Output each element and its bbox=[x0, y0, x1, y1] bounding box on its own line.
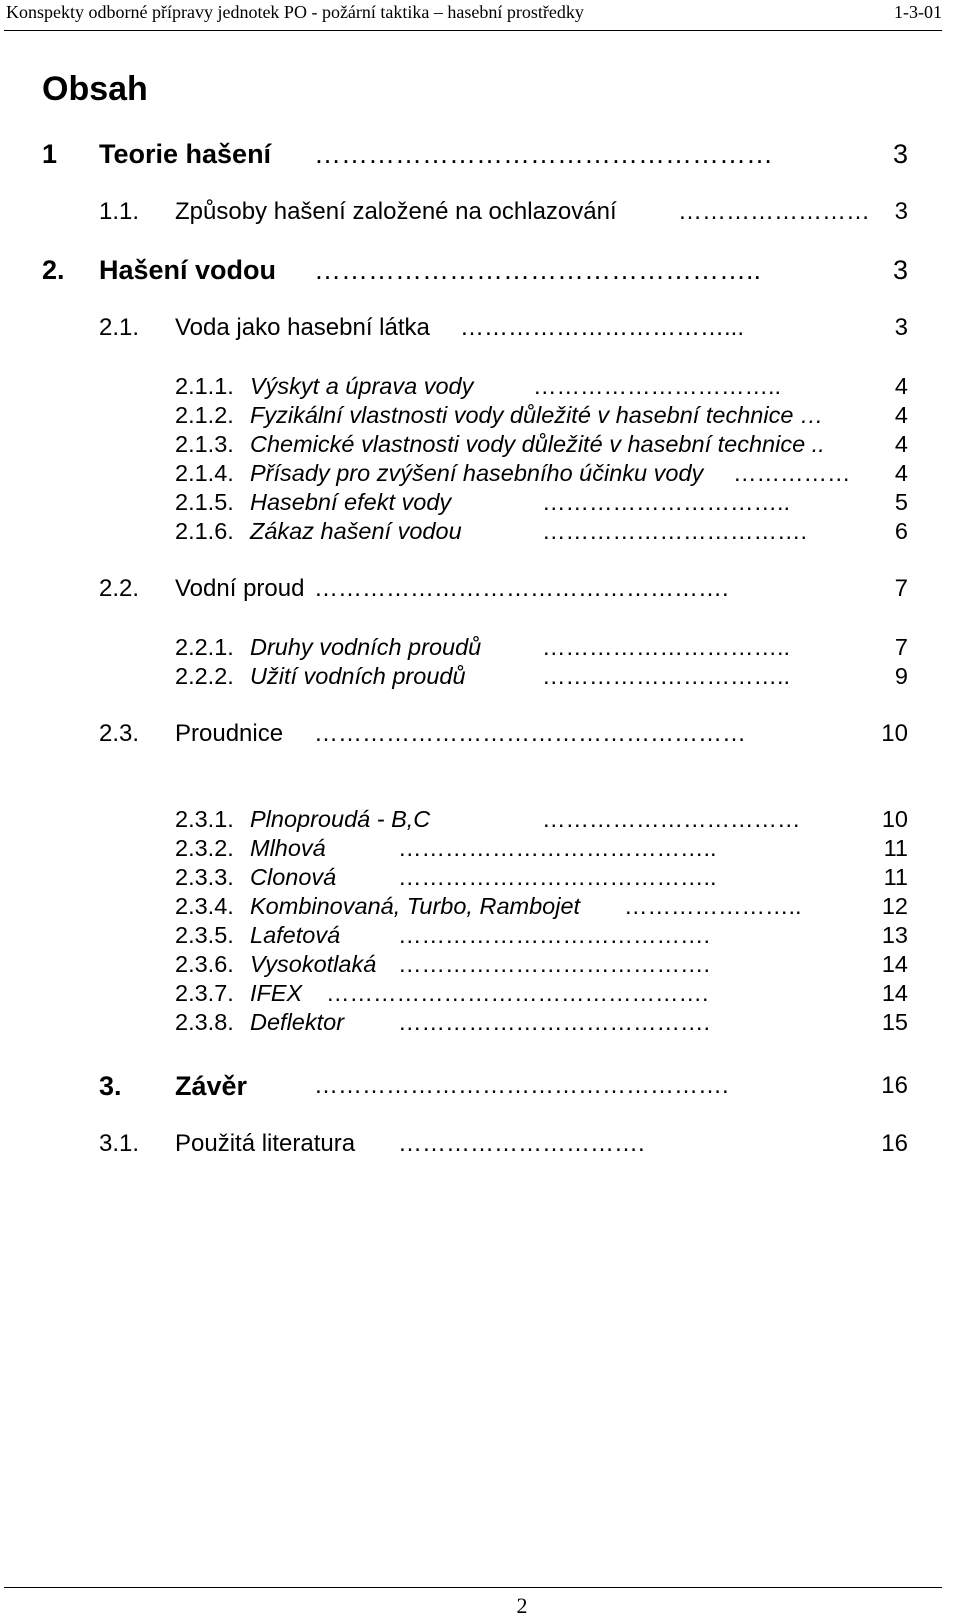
toc-number: 2.3.5. bbox=[175, 922, 234, 948]
toc-entry[interactable] bbox=[0, 457, 960, 489]
toc-leader: ………………………….. bbox=[542, 663, 791, 689]
toc-page: 14 bbox=[881, 980, 908, 1006]
footer-rule bbox=[4, 1587, 942, 1588]
toc-entry[interactable] bbox=[0, 718, 960, 750]
toc-label: Hasební efekt vody bbox=[250, 489, 452, 515]
toc-label: Kombinovaná, Turbo, Rambojet bbox=[250, 893, 581, 919]
toc-number: 1 bbox=[42, 139, 58, 169]
toc-number: 2.3.3. bbox=[175, 864, 234, 890]
toc-page: 3 bbox=[892, 255, 908, 285]
toc-entry[interactable] bbox=[0, 573, 960, 605]
toc-leader: ………………….. bbox=[624, 893, 802, 919]
toc-leader: ………………………………………….. bbox=[314, 255, 762, 285]
toc-leader: …………………………………………… bbox=[314, 139, 773, 169]
toc-number: 2.3.4. bbox=[175, 893, 234, 919]
toc-entry[interactable] bbox=[0, 832, 960, 864]
toc-entry[interactable] bbox=[0, 919, 960, 951]
toc-leader: ……………………………………………. bbox=[314, 575, 729, 602]
toc-entry[interactable] bbox=[0, 890, 960, 922]
toc-page: 16 bbox=[881, 1072, 908, 1099]
toc-number: 2.3. bbox=[99, 720, 140, 747]
toc-label: Závěr bbox=[175, 1071, 248, 1101]
toc-page: 4 bbox=[894, 460, 908, 486]
toc-entry[interactable] bbox=[0, 631, 960, 663]
toc-page: 7 bbox=[894, 634, 908, 660]
toc-entry[interactable] bbox=[0, 399, 960, 431]
toc-label: Druhy vodních proudů bbox=[250, 634, 482, 660]
toc-page: 3 bbox=[894, 314, 908, 341]
toc-leader: ……………………………. bbox=[542, 518, 808, 544]
toc-entry[interactable] bbox=[0, 1006, 960, 1038]
toc-label: Chemické vlastnosti vody důležité v hasební technice .. bbox=[250, 431, 825, 457]
toc-number: 2.2. bbox=[99, 575, 140, 602]
toc-entry[interactable] bbox=[0, 977, 960, 1009]
toc-leader: ………………………….. bbox=[533, 373, 782, 399]
toc-page: 11 bbox=[883, 864, 908, 890]
toc-page: 10 bbox=[881, 720, 908, 747]
toc-entry[interactable] bbox=[0, 312, 960, 344]
toc-leader: …………………………… bbox=[542, 806, 801, 832]
page-title: Obsah bbox=[42, 70, 148, 108]
toc-number: 2. bbox=[42, 255, 65, 285]
toc-label: Voda jako hasební látka bbox=[175, 314, 430, 341]
toc-number: 2.3.1. bbox=[175, 806, 234, 832]
toc-entry[interactable] bbox=[0, 861, 960, 893]
toc-entry[interactable] bbox=[0, 948, 960, 980]
toc-page: 13 bbox=[881, 922, 908, 948]
toc-number: 2.2.2. bbox=[175, 663, 234, 689]
header-code: 1-3-01 bbox=[894, 2, 942, 22]
toc-label: Výskyt a úprava vody bbox=[250, 373, 474, 399]
toc-leader: …………………………………. bbox=[398, 1009, 711, 1035]
toc-page: 9 bbox=[894, 663, 908, 689]
toc-entry[interactable] bbox=[0, 428, 960, 460]
toc-entry[interactable] bbox=[0, 803, 960, 835]
toc-leader: …………………… bbox=[678, 198, 870, 225]
toc-page: 6 bbox=[894, 518, 908, 544]
page-footer bbox=[0, 1593, 960, 1619]
toc-leader: …………………………. bbox=[398, 1130, 645, 1157]
toc-label: Proudnice bbox=[175, 720, 284, 747]
toc-leader: …………………………………. bbox=[398, 951, 711, 977]
toc-leader: …………………………………………. bbox=[326, 980, 709, 1006]
toc-label: Zákaz hašení vodou bbox=[250, 518, 462, 544]
toc-page: 10 bbox=[881, 806, 908, 832]
toc-number: 2.2.1. bbox=[175, 634, 234, 660]
toc-leader: ………………………….. bbox=[542, 634, 791, 660]
toc-label: Lafetová bbox=[250, 922, 341, 948]
toc-leader: ……………………………………………… bbox=[314, 720, 746, 747]
toc-page: 4 bbox=[894, 431, 908, 457]
toc-number: 2.1.2. bbox=[175, 402, 234, 428]
toc-number: 2.3.2. bbox=[175, 835, 234, 861]
toc-number: 2.1.3. bbox=[175, 431, 234, 457]
header-title: Konspekty odborné přípravy jednotek PO - požární taktika – hasební prostředky bbox=[6, 2, 584, 22]
toc-leader: ……………………………... bbox=[460, 314, 745, 341]
toc-number: 2.3.8. bbox=[175, 1009, 234, 1035]
toc-label: Vysokotlaká bbox=[250, 951, 377, 977]
toc-number: 2.3.6. bbox=[175, 951, 234, 977]
toc-label: Použitá literatura bbox=[175, 1130, 356, 1157]
toc-leader: ………………………………….. bbox=[398, 835, 717, 861]
toc-entry[interactable] bbox=[0, 515, 960, 547]
toc-leader: ……………………………………………. bbox=[314, 1072, 729, 1099]
toc-page: 15 bbox=[881, 1009, 908, 1035]
toc-leader: …………… bbox=[733, 460, 851, 486]
toc-label: Mlhová bbox=[250, 835, 326, 861]
toc-number: 2.1. bbox=[99, 314, 140, 341]
toc-page: 11 bbox=[883, 835, 908, 861]
toc-page: 12 bbox=[881, 893, 908, 919]
toc-leader: …………………………………. bbox=[398, 922, 711, 948]
toc-page: 4 bbox=[894, 373, 908, 399]
toc-number: 2.1.1. bbox=[175, 373, 234, 399]
toc-entry[interactable] bbox=[0, 196, 960, 228]
toc-number: 1.1. bbox=[99, 198, 140, 225]
toc-label: Deflektor bbox=[250, 1009, 345, 1035]
toc-entry[interactable] bbox=[0, 1070, 960, 1102]
toc-entry[interactable] bbox=[0, 660, 960, 692]
toc-page: 7 bbox=[894, 575, 908, 602]
toc-label: Teorie hašení bbox=[99, 139, 272, 169]
toc-leader: ………………………………….. bbox=[398, 864, 717, 890]
toc-number: 2.1.4. bbox=[175, 460, 234, 486]
toc-entry[interactable] bbox=[0, 370, 960, 402]
toc-label: Přísady pro zvýšení hasebního účinku vody bbox=[250, 460, 704, 486]
toc-entry[interactable] bbox=[0, 138, 960, 170]
toc-label: Hašení vodou bbox=[99, 255, 277, 285]
toc-label: Způsoby hašení založené na ochlazování bbox=[175, 198, 617, 225]
toc-leader: ………………………….. bbox=[542, 489, 791, 515]
toc-entry[interactable] bbox=[0, 1128, 960, 1160]
toc-number: 3. bbox=[99, 1071, 122, 1101]
toc-page: 16 bbox=[881, 1130, 908, 1157]
footer-page-number: 2 bbox=[516, 1593, 528, 1618]
toc-number: 3.1. bbox=[99, 1130, 140, 1157]
header-rule bbox=[4, 30, 942, 31]
toc-number: 2.1.6. bbox=[175, 518, 234, 544]
toc-label: Vodní proud bbox=[175, 575, 305, 602]
toc-label: IFEX bbox=[250, 980, 303, 1006]
toc-number: 2.1.5. bbox=[175, 489, 234, 515]
toc-page: 4 bbox=[894, 402, 908, 428]
toc-entry[interactable] bbox=[0, 486, 960, 518]
toc-number: 2.3.7. bbox=[175, 980, 234, 1006]
toc-label: Plnoproudá - B,C bbox=[250, 806, 431, 832]
toc-label: Fyzikální vlastnosti vody důležité v hasební technice … bbox=[250, 402, 824, 428]
running-header bbox=[6, 2, 942, 28]
toc-page: 3 bbox=[892, 139, 908, 169]
toc-page: 5 bbox=[894, 489, 908, 515]
toc-entry[interactable] bbox=[0, 254, 960, 286]
toc-label: Clonová bbox=[250, 864, 337, 890]
toc-label: Užití vodních proudů bbox=[250, 663, 466, 689]
toc-page: 3 bbox=[894, 198, 908, 225]
toc-page: 14 bbox=[881, 951, 908, 977]
